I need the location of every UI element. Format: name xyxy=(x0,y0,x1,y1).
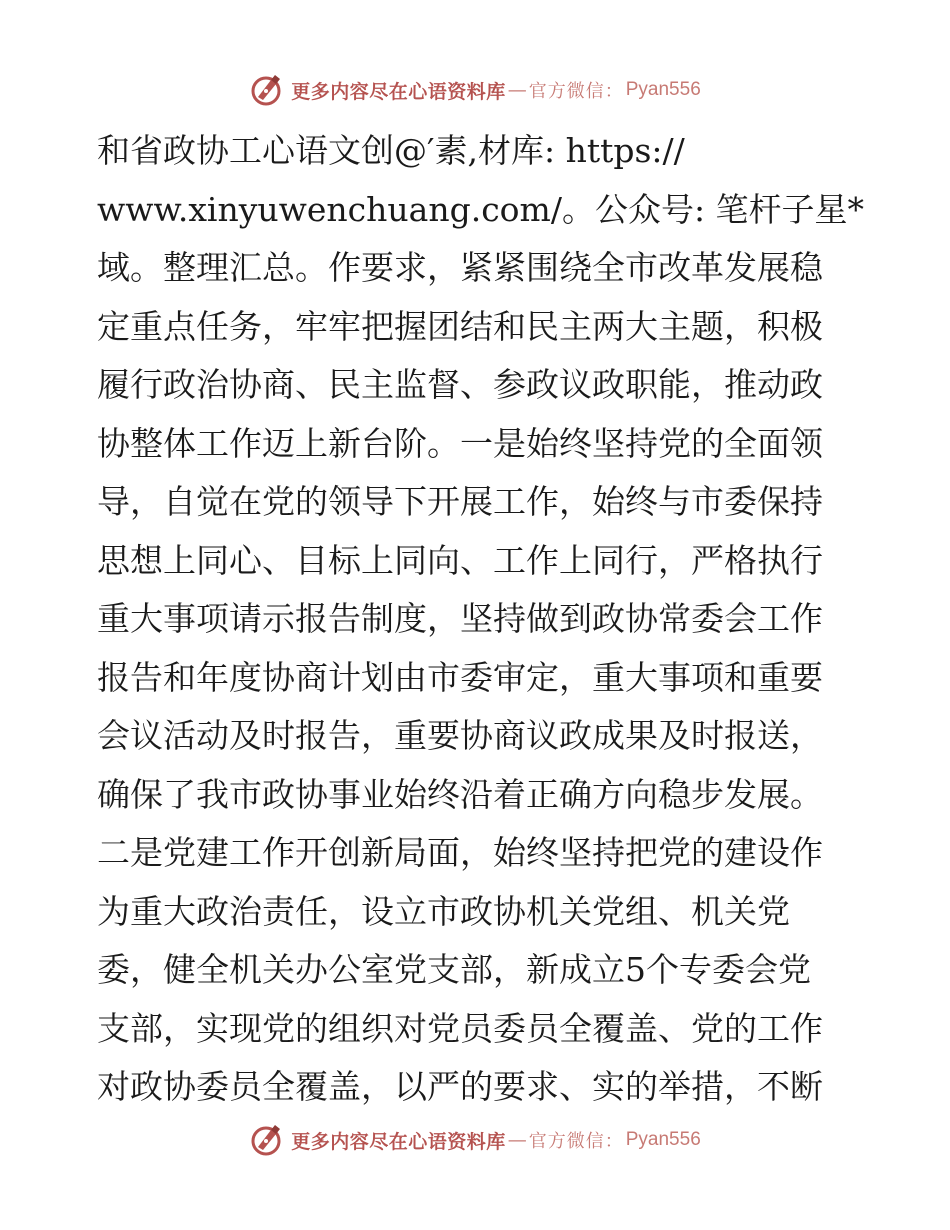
text-line: 思想上同心、目标上同向、工作上同行，严格执行 xyxy=(97,540,823,580)
header-banner-sub: 官方微信： xyxy=(528,81,624,102)
text-line: 协整体工作迈上新台阶。一是始终坚持党的全面领 xyxy=(97,423,823,463)
footer-banner-main: 更多内容尽在心语资料库 xyxy=(291,1130,506,1153)
pen-nib-logo-icon xyxy=(249,72,285,108)
pen-nib-logo-icon xyxy=(249,1122,285,1158)
text-line: 为重大政治责任，设立市政协机关党组、机关党 xyxy=(97,891,790,931)
header-watermark-banner xyxy=(0,68,950,112)
footer-banner-id: Pyan556 xyxy=(625,1129,701,1150)
text-line: 对政协委员全覆盖，以严的要求、实的举措，不断 xyxy=(97,1067,823,1106)
text-line: 域。整理汇总。作要求，紧紧围绕全市改革发展稳 xyxy=(97,248,823,287)
header-banner-main: 更多内容尽在心语资料库 xyxy=(291,80,506,103)
footer-banner-separator: — xyxy=(507,1129,527,1151)
text-line: 二是党建工作开创新局面，始终坚持把党的建设作 xyxy=(97,833,823,872)
header-banner-id: Pyan556 xyxy=(625,79,701,100)
text-line: 会议活动及时报告，重要协商议政成果及时报送， xyxy=(97,716,823,755)
text-line: 和省政协工心语文创@′素,材库: https:// xyxy=(97,131,685,170)
text-line: 履行政治协商、民主监督、参政议政职能，推动政 xyxy=(97,365,823,404)
text-line: www.xinyuwenchuang.com/。公众号: 笔杆子星* xyxy=(97,189,865,229)
text-line: 报告和年度协商计划由市委审定，重大事项和重要 xyxy=(97,657,823,697)
text-line: 导，自觉在党的领导下开展工作，始终与市委保持 xyxy=(97,482,823,521)
text-line: 定重点任务，牢牢把握团结和民主两大主题，积极 xyxy=(97,306,823,346)
text-line: 重大事项请示报告制度，坚持做到政协常委会工作 xyxy=(97,599,823,638)
footer-banner-sub: 官方微信： xyxy=(528,1131,624,1152)
text-line: 委，健全机关办公室党支部，新成立5个专委会党 xyxy=(97,950,811,989)
header-banner-separator: — xyxy=(507,79,527,101)
text-line: 支部，实现党的组织对党员委员全覆盖、党的工作 xyxy=(97,1008,823,1048)
footer-watermark-banner xyxy=(0,1118,950,1162)
document-body xyxy=(97,122,865,1117)
text-line: 确保了我市政协事业始终沿着正确方向稳步发展。 xyxy=(97,774,823,814)
